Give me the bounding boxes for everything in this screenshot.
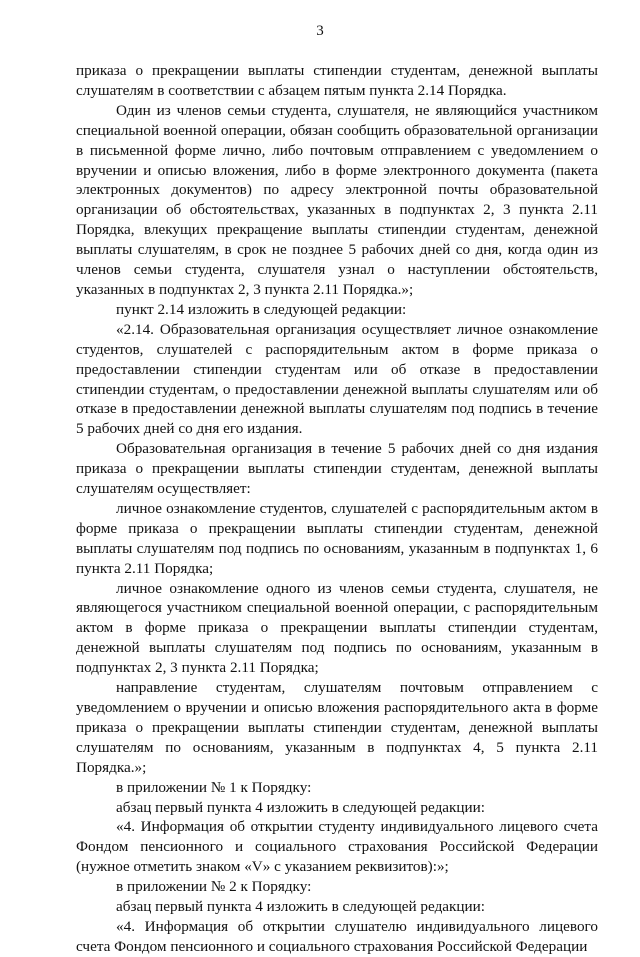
paragraph-appendix-2-text: «4. Информация об открытии слушателю индивидуального лицевого счета Фондом пенсионного и социального страхования Российской Федерации	[76, 917, 598, 955]
paragraph-personal-familiarization: личное ознакомление студентов, слушателей с распорядительным актом в форме приказа о прекращении выплаты стипендии студентам, денежной выплаты слушателям под подпись по основаниям, указанным в подпунктах 1, 6 пункта 2.11 Порядка;	[76, 499, 598, 577]
paragraph-continuation: приказа о прекращении выплаты стипендии студентам, денежной выплаты слушателям в соответствии с абзацем пятым пункта 2.14 Порядка.	[76, 62, 598, 99]
paragraph-family-member-duty: Один из членов семьи студента, слушателя, не являющийся участником специальной военной операции, обязан сообщить образовательной организации в письменной форме лично, либо почтовым отправлением с уведомлением о вручении и описью вложения, либо в форме электронного документа (пакета электронных документов) по адресу электронной почты образовательной организации об обстоятельствах, указанных в подпунктах 2, 3 пункта 2.11 Порядка, влекущих прекращение выплаты стипендии студентам, денежной выплаты слушателям, в срок не позднее 5 рабочих дней со дня, когда один из членов семьи студента, слушателя узнал о наступлении обстоятельств, указанных в подпунктах 2, 3 пункта 2.11 Порядка.»;	[76, 101, 598, 298]
paragraph-appendix-2: в приложении № 2 к Порядку:	[116, 878, 312, 896]
paragraph-appendix-1: в приложении № 1 к Порядку:	[116, 778, 312, 796]
page-number: 3	[316, 23, 324, 39]
paragraph-org-obligations: Образовательная организация в течение 5 рабочих дней со дня издания приказа о прекращении выплаты стипендии студентам, денежной выплаты слушателям осуществляет:	[76, 440, 598, 498]
document-body	[76, 61, 598, 957]
paragraph-family-familiarization: личное ознакомление одного из членов семьи студента, слушателя, не являющегося участником специальной военной операции, с распорядительным актом в форме приказа о прекращении выплаты стипендии студентам, денежной выплаты слушателям под подпись по основаниям, указанным в подпунктах 2, 3 пункта 2.11 Порядка;	[76, 579, 598, 677]
paragraph-2-14-text: «2.14. Образовательная организация осуществляет личное ознакомление студентов, слушателей с распорядительным актом в форме приказа о предоставлении стипендии студентам или об отказе в предоставлении стипендии студентам, о предоставлении денежной выплаты слушателям или об отказе в предоставлении денежной выплаты слушателям под подпись в течение 5 рабочих дней со дня его издания.	[76, 320, 598, 438]
paragraph-amend-2-14: пункт 2.14 изложить в следующей редакции:	[116, 300, 407, 318]
paragraph-appendix-1-amend: абзац первый пункта 4 изложить в следующей редакции:	[116, 798, 486, 816]
paragraph-appendix-1-text: «4. Информация об открытии студенту индивидуального лицевого счета Фондом пенсионного и социального страхования Российской Федерации (нужное отметить знаком «V» с указанием реквизитов):»;	[76, 818, 598, 876]
paragraph-appendix-2-amend: абзац первый пункта 4 изложить в следующей редакции:	[116, 898, 486, 916]
paragraph-postal-sending: направление студентам, слушателям почтовым отправлением с уведомлением о вручении и описью вложения распорядительного акта в форме приказа о прекращении выплаты стипендии студентам, денежной выплаты слушателям по основаниям, указанным в подпунктах 4, 5 пункта 2.11 Порядка.»;	[76, 679, 598, 776]
